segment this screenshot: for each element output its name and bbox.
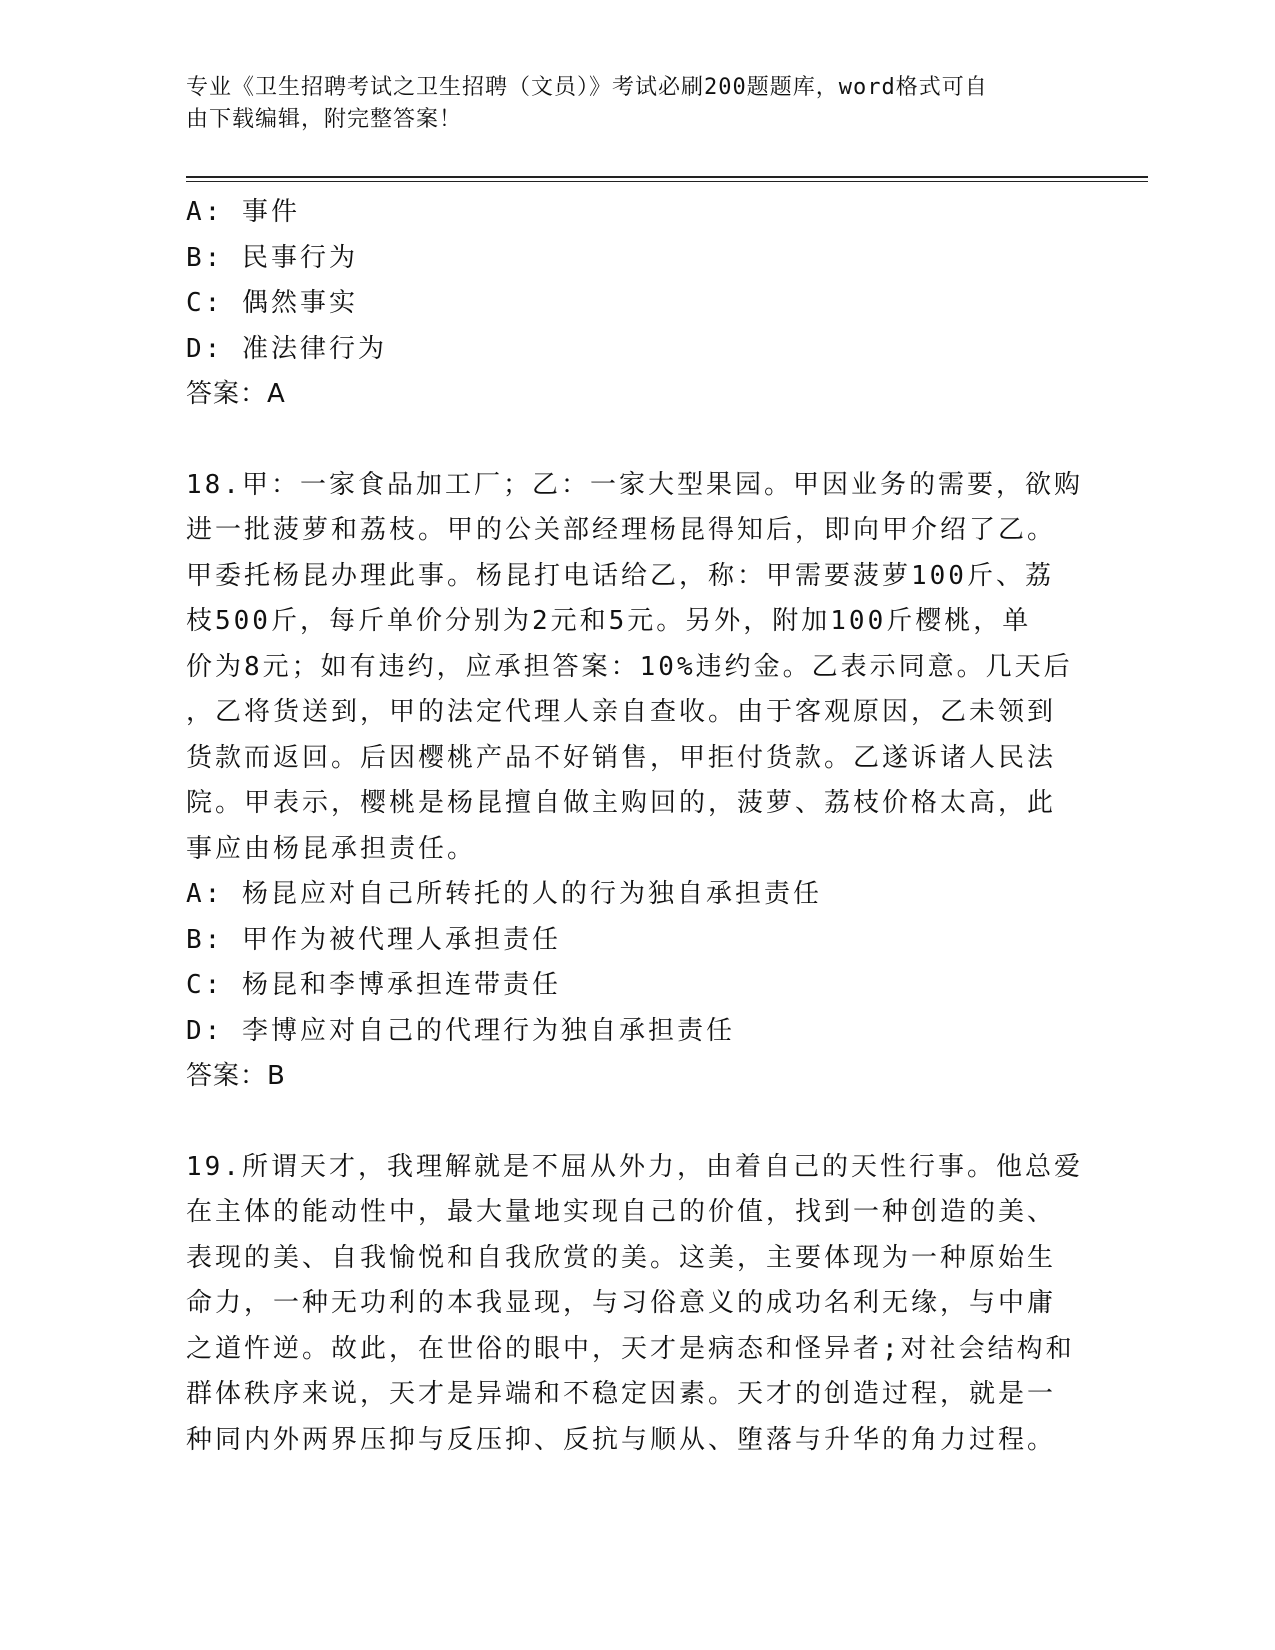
header-line-1: 专业《卫生招聘考试之卫生招聘（文员）》考试必刷200题题库，word格式可自 — [186, 75, 988, 100]
question-18-answer: 答案：B — [186, 1061, 286, 1091]
option-c: C: 偶然事实 — [186, 288, 358, 318]
option-c: C: 杨昆和李博承担连带责任 — [186, 970, 561, 1000]
stem-line: 进一批菠萝和荔枝。甲的公关部经理杨昆得知后，即向甲介绍了乙。 — [186, 515, 1057, 545]
stem-line: 枝500斤，每斤单价分别为2元和5元。另外，附加100斤樱桃，单 — [186, 606, 1032, 636]
stem-line: 院。甲表示，樱桃是杨昆擅自做主购回的，菠萝、荔枝价格太高，此 — [186, 788, 1057, 818]
stem-line: 货款而返回。后因樱桃产品不好销售，甲拒付货款。乙遂诉诸人民法 — [186, 742, 1057, 773]
question-18-stem — [186, 463, 1086, 873]
spacer — [186, 418, 1086, 463]
stem-line: 价为8元；如有违约，应承担答案：10%违约金。乙表示同意。几天后 — [186, 651, 1073, 682]
question-19 — [186, 1145, 1086, 1464]
option-d: D: 准法律行为 — [186, 333, 387, 364]
stem-line: 之道忤逆。故此，在世俗的眼中，天才是病态和怪异者;对社会结构和 — [186, 1333, 1075, 1364]
stem-line: 事应由杨昆承担责任。 — [186, 833, 477, 864]
stem-line: 18.甲：一家食品加工厂；乙：一家大型果园。甲因业务的需要，欲购 — [186, 469, 1083, 500]
option-b: B: 甲作为被代理人承担责任 — [186, 924, 561, 955]
option-d: D: 李博应对自己的代理行为独自承担责任 — [186, 1015, 735, 1046]
stem-line: 群体秩序来说，天才是异端和不稳定因素。天才的创造过程，就是一 — [186, 1379, 1057, 1409]
option-a: A: 杨昆应对自己所转托的人的行为独自承担责任 — [186, 879, 822, 909]
stem-line: 19.所谓天才，我理解就是不屈从外力，由着自己的天性行事。他总爱 — [186, 1151, 1083, 1182]
document-body — [186, 190, 1086, 1463]
header-divider-thick — [186, 176, 1148, 178]
stem-line: 表现的美、自我愉悦和自我欣赏的美。这美，主要体现为一种原始生 — [186, 1242, 1057, 1273]
stem-line: 命力，一种无功利的本我显现，与习俗意义的成功名利无缘，与中庸 — [186, 1288, 1057, 1318]
stem-line: 在主体的能动性中，最大量地实现自己的价值，找到一种创造的美、 — [186, 1197, 1057, 1227]
question-18 — [186, 463, 1086, 1100]
header-line-2: 由下载编辑，附完整答案！ — [186, 107, 463, 132]
stem-line: 甲委托杨昆办理此事。杨昆打电话给乙，称：甲需要菠萝100斤、荔 — [186, 560, 1054, 591]
document-header — [186, 72, 1066, 136]
stem-line: ，乙将货送到，甲的法定代理人亲自查收。由于客观原因，乙未领到 — [186, 697, 1057, 727]
question-17-options — [186, 190, 1086, 418]
option-b: B: 民事行为 — [186, 242, 358, 273]
stem-line: 种同内外两界压抑与反压抑、反抗与顺从、堕落与升华的角力过程。 — [186, 1424, 1057, 1455]
question-17-answer: 答案：A — [186, 379, 286, 409]
spacer — [186, 1100, 1086, 1145]
header-divider-thin — [186, 181, 1148, 182]
option-a: A: 事件 — [186, 197, 300, 227]
